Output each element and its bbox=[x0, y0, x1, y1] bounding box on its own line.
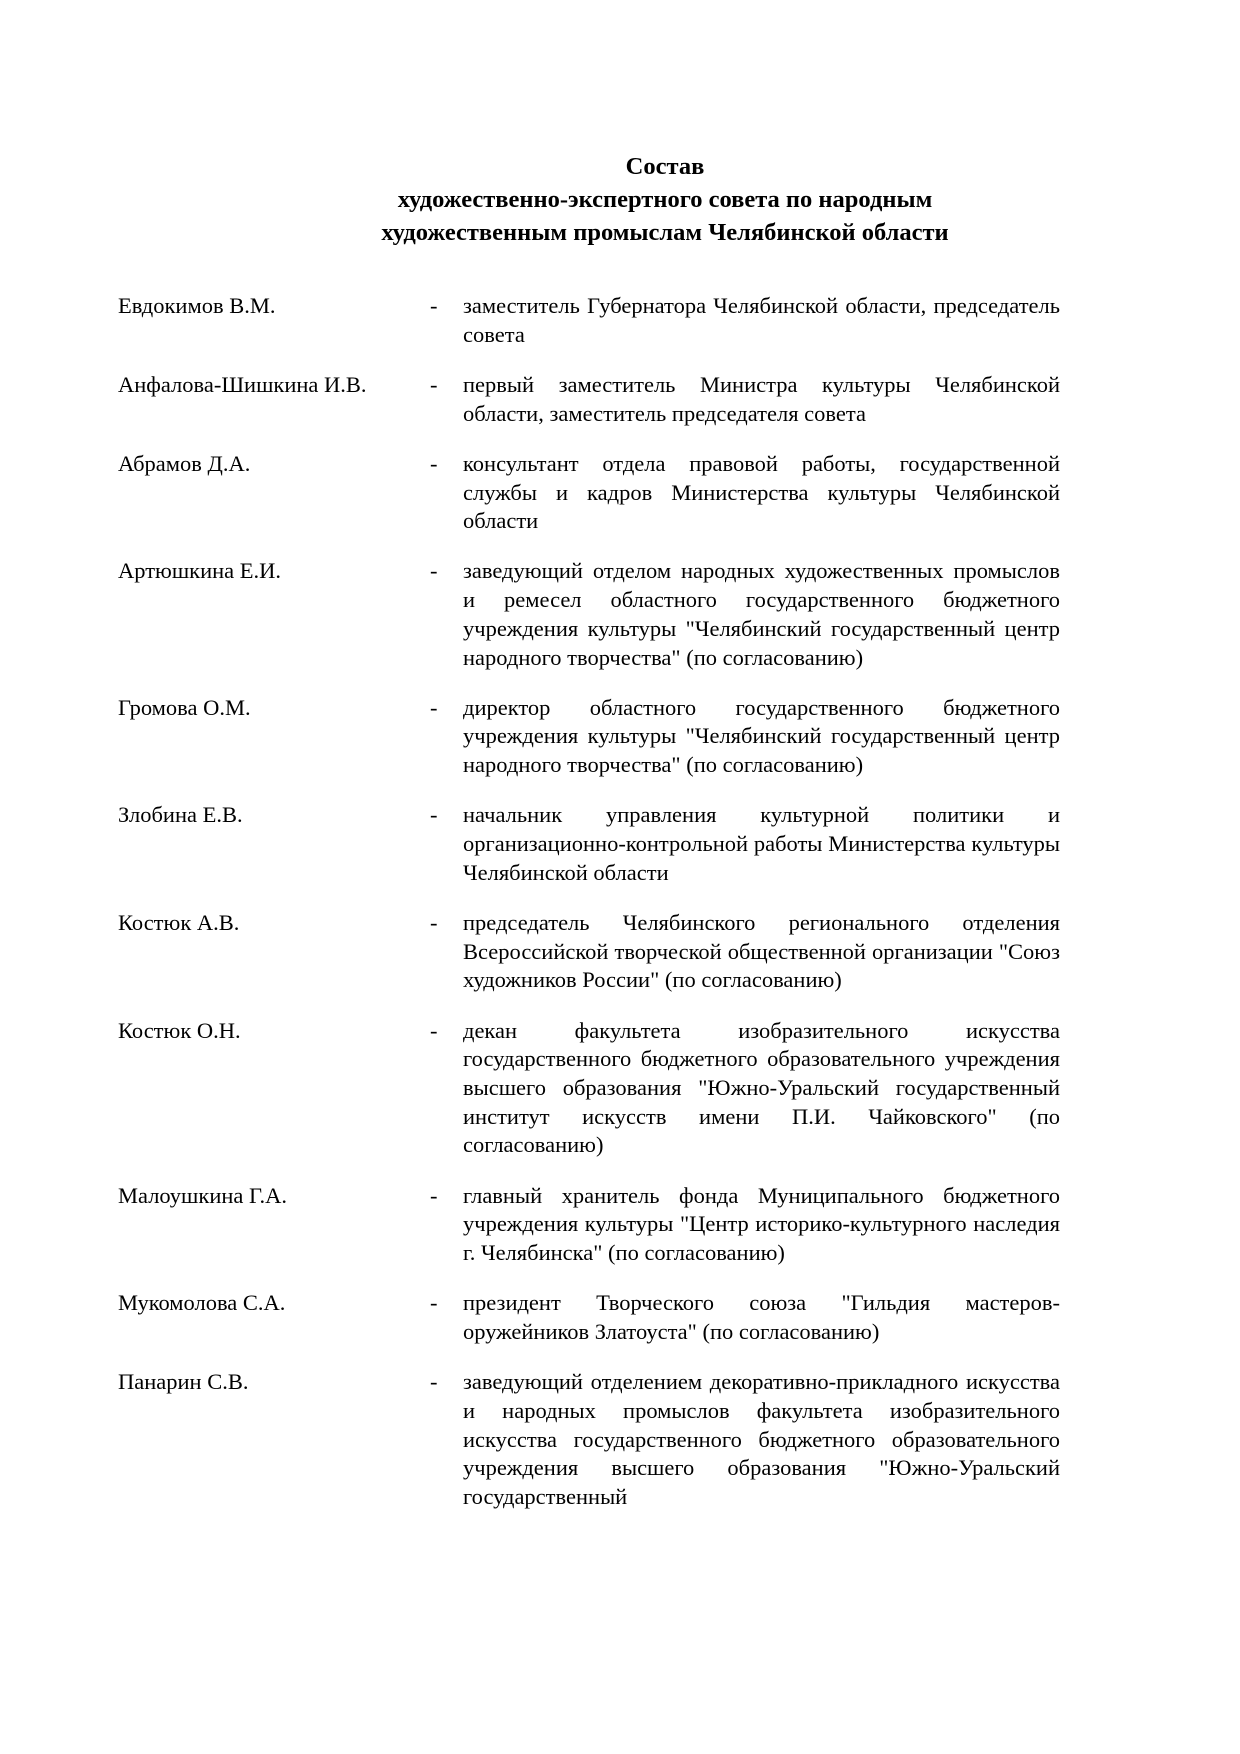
member-role: заведующий отделом народных художественных промыслов и ремесел областного государственного бюджетного учреждения культуры "Челябинский государственный центр народного творчества" (по согласованию) bbox=[463, 558, 1060, 670]
member-name: Мукомолова С.А. bbox=[118, 1290, 286, 1316]
separator-dash: - bbox=[430, 1017, 438, 1043]
member-role: президент Творческого союза "Гильдия мастеров-оружейников Златоуста" (по согласованию) bbox=[463, 1290, 1060, 1344]
member-entry bbox=[118, 450, 1060, 536]
member-role: заведующий отделением декоративно-прикладного искусства и народных промыслов факультета изобразительного искусства государственного бюджетного образовательного учреждения высшего образования "Южно-Уральский государственный bbox=[463, 1369, 1060, 1509]
title-line-2: художественно-экспертного совета по народным bbox=[397, 186, 933, 213]
member-role: декан факультета изобразительного искусства государственного бюджетного образовательного учреждения высшего образования "Южно-Уральский государственный институт искусств имени П.И. Чайковского" (по согласованию) bbox=[463, 1017, 1060, 1158]
member-role: консультант отдела правовой работы, государственной службы и кадров Министерства культуры Челябинской области bbox=[463, 450, 1060, 534]
member-entry bbox=[118, 371, 1060, 428]
member-role: директор областного государственного бюджетного учреждения культуры "Челябинский государственный центр народного творчества" (по согласованию) bbox=[463, 694, 1060, 778]
separator-dash: - bbox=[430, 450, 438, 476]
separator-dash: - bbox=[430, 694, 438, 720]
member-role: заместитель Губернатора Челябинской области, председатель совета bbox=[463, 293, 1060, 347]
member-role: начальник управления культурной политики и организационно-контрольной работы Министерства культуры Челябинской области bbox=[463, 802, 1060, 885]
separator-dash: - bbox=[430, 909, 438, 935]
separator-dash: - bbox=[430, 293, 438, 318]
separator-dash: - bbox=[430, 558, 438, 584]
separator-dash: - bbox=[430, 1290, 438, 1316]
separator-dash: - bbox=[430, 1182, 438, 1208]
member-name: Абрамов Д.А. bbox=[118, 450, 251, 476]
member-name: Артюшкина Е.И. bbox=[118, 558, 282, 584]
member-role: председатель Челябинского регионального отделения Всероссийской творческой общественной организации "Союз художников России" (по согласованию) bbox=[463, 909, 1060, 993]
member-name: Костюк А.В. bbox=[118, 909, 240, 935]
separator-dash: - bbox=[430, 802, 438, 828]
title-line-1: Состав bbox=[625, 153, 705, 180]
title-line-3: художественным промыслам Челябинской области bbox=[381, 219, 949, 246]
separator-dash: - bbox=[430, 1369, 438, 1395]
member-name: Малоушкина Г.А. bbox=[118, 1182, 287, 1208]
member-entry bbox=[118, 1182, 1060, 1268]
member-entry bbox=[118, 1368, 1060, 1512]
member-entry bbox=[118, 801, 1060, 887]
member-entry bbox=[118, 1289, 1060, 1346]
member-name: Громова О.М. bbox=[118, 694, 251, 720]
members-list bbox=[118, 292, 1060, 1533]
member-name: Анфалова-Шишкина И.В. bbox=[118, 371, 367, 397]
member-name: Панарин С.В. bbox=[118, 1369, 249, 1395]
member-role: главный хранитель фонда Муниципального бюджетного учреждения культуры "Центр историко-культурного наследия г. Челябинска" (по согласованию) bbox=[463, 1182, 1060, 1265]
member-entry bbox=[118, 292, 1060, 349]
member-entry bbox=[118, 1017, 1060, 1161]
member-name: Костюк О.Н. bbox=[118, 1017, 241, 1043]
member-name: Злобина Е.В. bbox=[118, 802, 243, 828]
separator-dash: - bbox=[430, 371, 438, 397]
document-title bbox=[0, 150, 1240, 249]
member-entry bbox=[118, 694, 1060, 780]
member-role: первый заместитель Министра культуры Челябинской области, заместитель председателя совета bbox=[463, 371, 1060, 426]
member-name: Евдокимов В.М. bbox=[118, 293, 276, 318]
member-entry bbox=[118, 557, 1060, 672]
member-entry bbox=[118, 909, 1060, 995]
